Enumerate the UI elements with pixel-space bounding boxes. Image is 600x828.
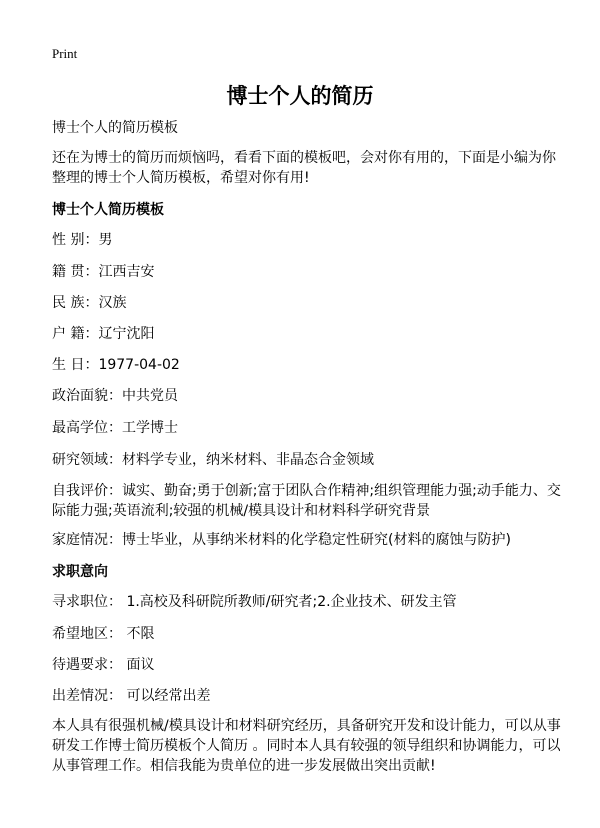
job-field-position: 寻求职位： 1.高校及科研院所教师/研究者;2.企业技术、研发主管 xyxy=(52,594,457,610)
subtitle: 博士个人的简历模板 xyxy=(52,120,178,136)
job-field-salary: 待遇要求： 面议 xyxy=(52,657,155,673)
field-native-place: 籍 贯：江西吉安 xyxy=(52,264,155,280)
section-heading-job: 求职意向 xyxy=(52,564,108,580)
intro-paragraph: 还在为博士的简历而烦恼吗，看看下面的模板吧，会对你有用的，下面是小编为你整理的博士个人简历模板，希望对你有用! xyxy=(52,150,556,186)
field-gender: 性 别：男 xyxy=(52,232,113,248)
closing-paragraph: 本人具有很强机械/模具设计和材料研究经历，具备研究开发和设计能力，可以从事研发工作博士简历模板个人简历 。同时本人具有较强的领导组织和协调能力，可以从事管理工作。相信我能为贵单位的进一步发展做出突出贡献! xyxy=(52,718,561,774)
field-birthday: 生 日：1977-04-02 xyxy=(52,357,180,373)
page-title: 博士个人的简历 xyxy=(226,84,374,108)
field-family: 家庭情况：博士毕业，从事纳米材料的化学稳定性研究(材料的腐蚀与防护) xyxy=(52,532,511,548)
field-household-registration: 户 籍：辽宁沈阳 xyxy=(52,326,155,342)
field-self-evaluation: 自我评价：诚实、勤奋;勇于创新;富于团队合作精神;组织管理能力强;动手能力、交际能力强;英语流利;较强的机械/模具设计和材料科学研究背景 xyxy=(52,483,561,519)
field-ethnicity: 民 族：汉族 xyxy=(52,295,127,311)
field-highest-degree: 最高学位：工学博士 xyxy=(52,420,178,436)
field-research-area: 研究领域：材料学专业，纳米材料、非晶态合金领域 xyxy=(52,452,374,468)
section-heading-resume: 博士个人简历模板 xyxy=(52,202,164,218)
job-field-travel: 出差情况： 可以经常出差 xyxy=(52,688,211,704)
field-political-status: 政治面貌：中共党员 xyxy=(52,388,178,404)
job-field-region: 希望地区： 不限 xyxy=(52,626,155,642)
print-label: Print xyxy=(52,46,78,61)
